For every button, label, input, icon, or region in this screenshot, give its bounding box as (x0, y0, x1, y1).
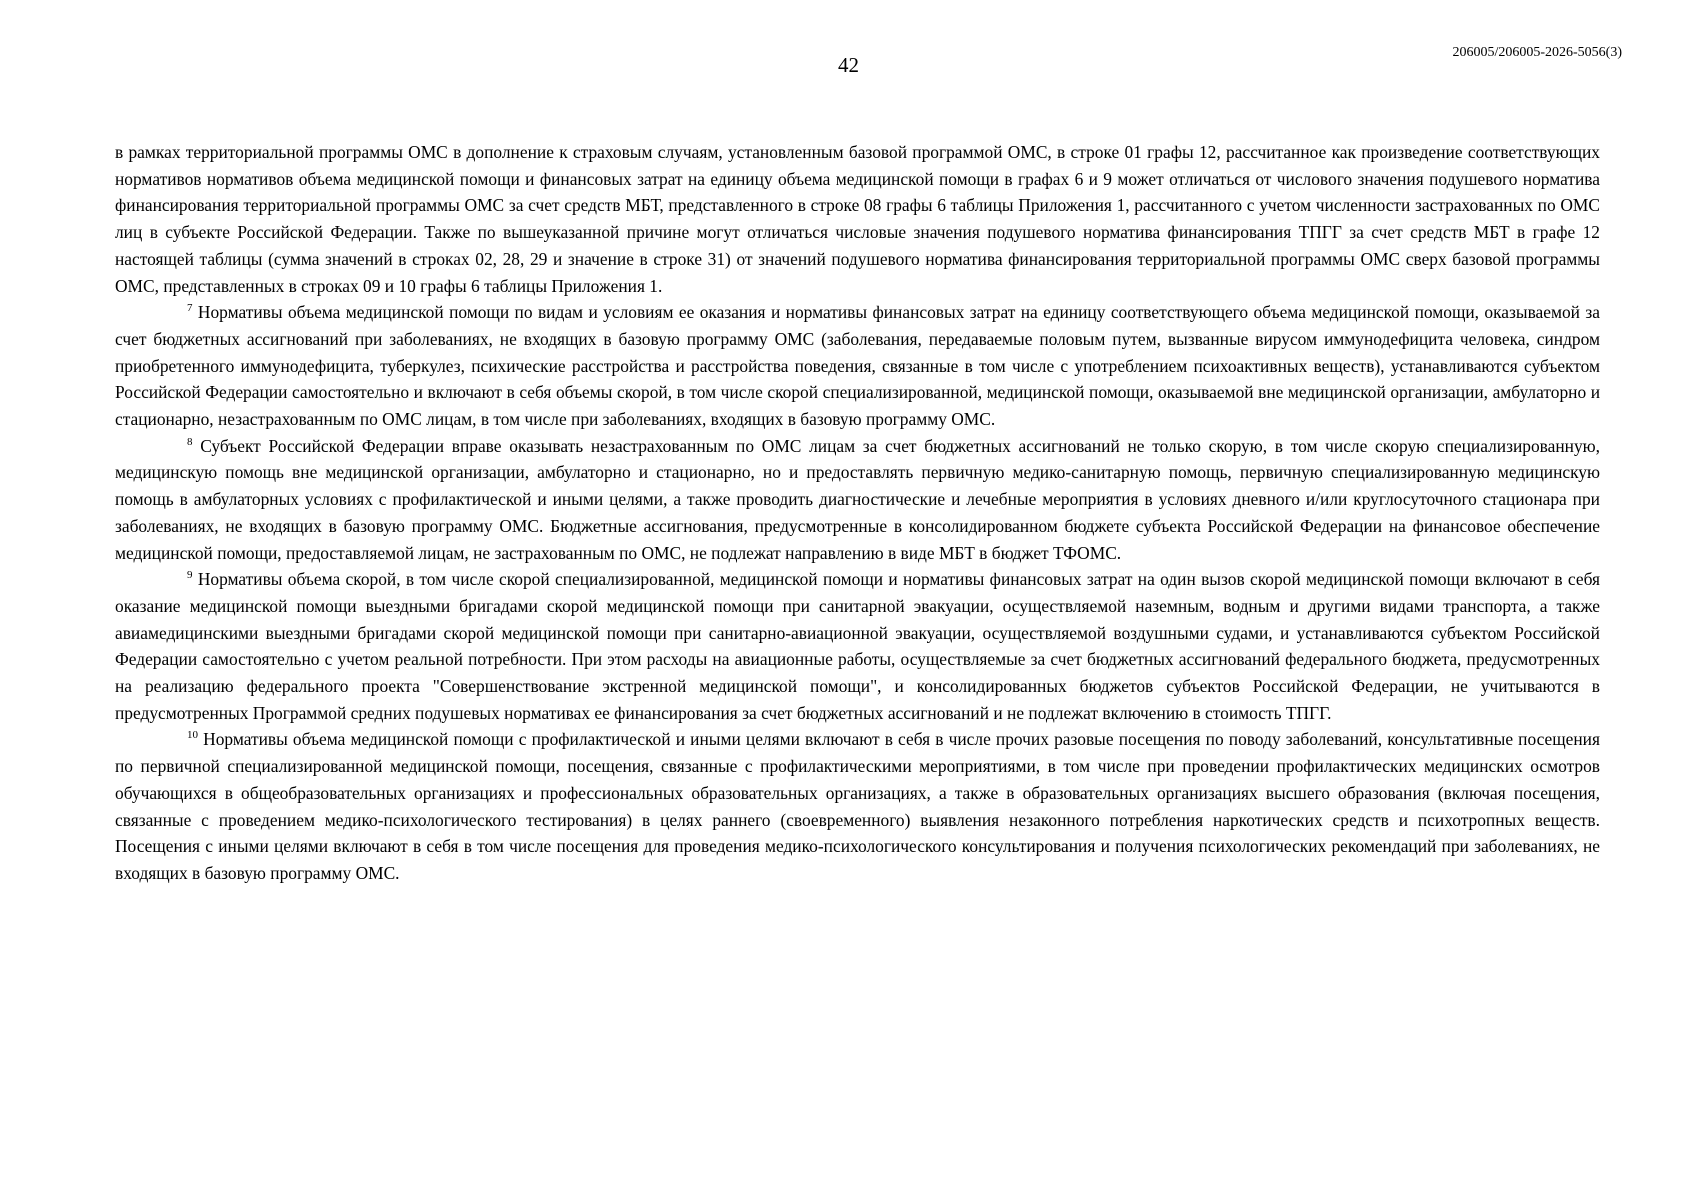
paragraph-continuation (115, 139, 1600, 299)
footnote-marker: 9 (187, 569, 193, 582)
paragraph-text: в рамках территориальной программы ОМС в дополнение к страховым случаям, установленным базовой программой ОМС, в строке 01 графы 12, рассчитанное как произведение соответствующих нормативов нормативов объема медицинской помощи и финансовых затрат на единицу объема медицинской помощи в графах 6 и 9 может отличаться от числового значения подушевого норматива финансирования территориальной программы ОМС за счет средств МБТ, представленного в строке 08 графы 6 таблицы Приложения 1, рассчитанного с учетом численности застрахованных по ОМС лиц в субъекте Российской Федерации. Также по вышеуказанной причине могут отличаться числовые значения подушевого норматива финансирования ТПГГ за счет средств МБТ в графе 12 настоящей таблицы (сумма значений в строках 02, 28, 29 и значение в строке 31) от значений подушевого норматива финансирования территориальной программы ОМС сверх базовой программы ОМС, представленных в строках 09 и 10 графы 6 таблицы Приложения 1. (115, 142, 1600, 296)
footnote-marker: 10 (187, 729, 198, 742)
footnote-text: Нормативы объема медицинской помощи по видам и условиям ее оказания и нормативы финансовых затрат на единицу соответствующего объема медицинской помощи, оказываемой за счет бюджетных ассигнований при заболеваниях, не входящих в базовую программу ОМС (заболевания, передаваемые половым путем, вызванные вирусом иммунодефицита человека, синдром приобретенного иммунодефицита, туберкулез, психические расстройства и расстройства поведения, связанные в том числе с употреблением психоактивных веществ), устанавливаются субъектом Российской Федерации самостоятельно и включают в себя объемы скорой, в том числе скорой специализированной, медицинской помощи, оказываемой вне медицинской организации, амбулаторно и стационарно, незастрахованным по ОМС лицам, в том числе при заболеваниях, входящих в базовую программу ОМС. (115, 302, 1600, 430)
footnote-9 (115, 566, 1600, 726)
footnote-text: Нормативы объема медицинской помощи с профилактической и иными целями включают в себя в числе прочих разовые посещения по поводу заболеваний, консультативные посещения по первичной специализированной медицинской помощи, посещения, связанные с профилактическими мероприятиями, в том числе при проведении профилактических медицинских осмотров обучающихся в общеобразовательных организациях и профессиональных образовательных организациях, а также в образовательных организациях высшего образования (включая посещения, связанные с проведением медико-психологического тестирования) в целях раннего (своевременного) выявления незаконного потребления наркотических средств и психотропных веществ. Посещения с иными целями включают в себя в том числе посещения для проведения медико-психологического консультирования и получения психологических рекомендаций при заболеваниях, не входящих в базовую программу ОМС. (115, 729, 1600, 883)
footnote-10 (115, 726, 1600, 886)
document-code: 206005/206005-2026-5056(3) (1452, 45, 1622, 60)
document-body (115, 139, 1600, 887)
footnote-7 (115, 299, 1600, 433)
page-number: 42 (838, 53, 859, 77)
footnote-text: Субъект Российской Федерации вправе оказывать незастрахованным по ОМС лицам за счет бюджетных ассигнований не только скорую, в том числе скорую специализированную, медицинскую помощь вне медицинской организации, амбулаторно и стационарно, но и предоставлять первичную медико-санитарную помощь, первичную специализированную медицинскую помощь в амбулаторных условиях с профилактической и иными целями, а также проводить диагностические и лечебные мероприятия в условиях дневного и/или круглосуточного стационара при заболеваниях, не входящих в базовую программу ОМС. Бюджетные ассигнования, предусмотренные в консолидированном бюджете субъекта Российской Федерации на финансовое обеспечение медицинской помощи, предоставляемой лицам, не застрахованным по ОМС, не подлежат направлению в виде МБТ в бюджет ТФОМС. (115, 435, 1600, 563)
footnote-marker: 8 (187, 435, 193, 448)
footnote-text: Нормативы объема скорой, в том числе скорой специализированной, медицинской помощи и нормативы финансовых затрат на один вызов скорой медицинской помощи включают в себя оказание медицинской помощи выездными бригадами скорой медицинской помощи при санитарной эвакуации, осуществляемой наземным, водным и другими видами транспорта, а также авиамедицинскими выездными бригадами скорой медицинской помощи при санитарно-авиационной эвакуации, осуществляемой воздушными судами, и устанавливаются субъектом Российской Федерации самостоятельно с учетом реальной потребности. При этом расходы на авиационные работы, осуществляемые за счет бюджетных ассигнований федерального бюджета, предусмотренных на реализацию федерального проекта "Совершенствование экстренной медицинской помощи", и консолидированных бюджетов субъектов Российской Федерации, не учитываются в предусмотренных Программой средних подушевых нормативах ее финансирования за счет бюджетных ассигнований и не подлежат включению в стоимость ТПГГ. (115, 569, 1600, 723)
footnote-marker: 7 (187, 302, 193, 315)
footnote-8 (115, 433, 1600, 567)
